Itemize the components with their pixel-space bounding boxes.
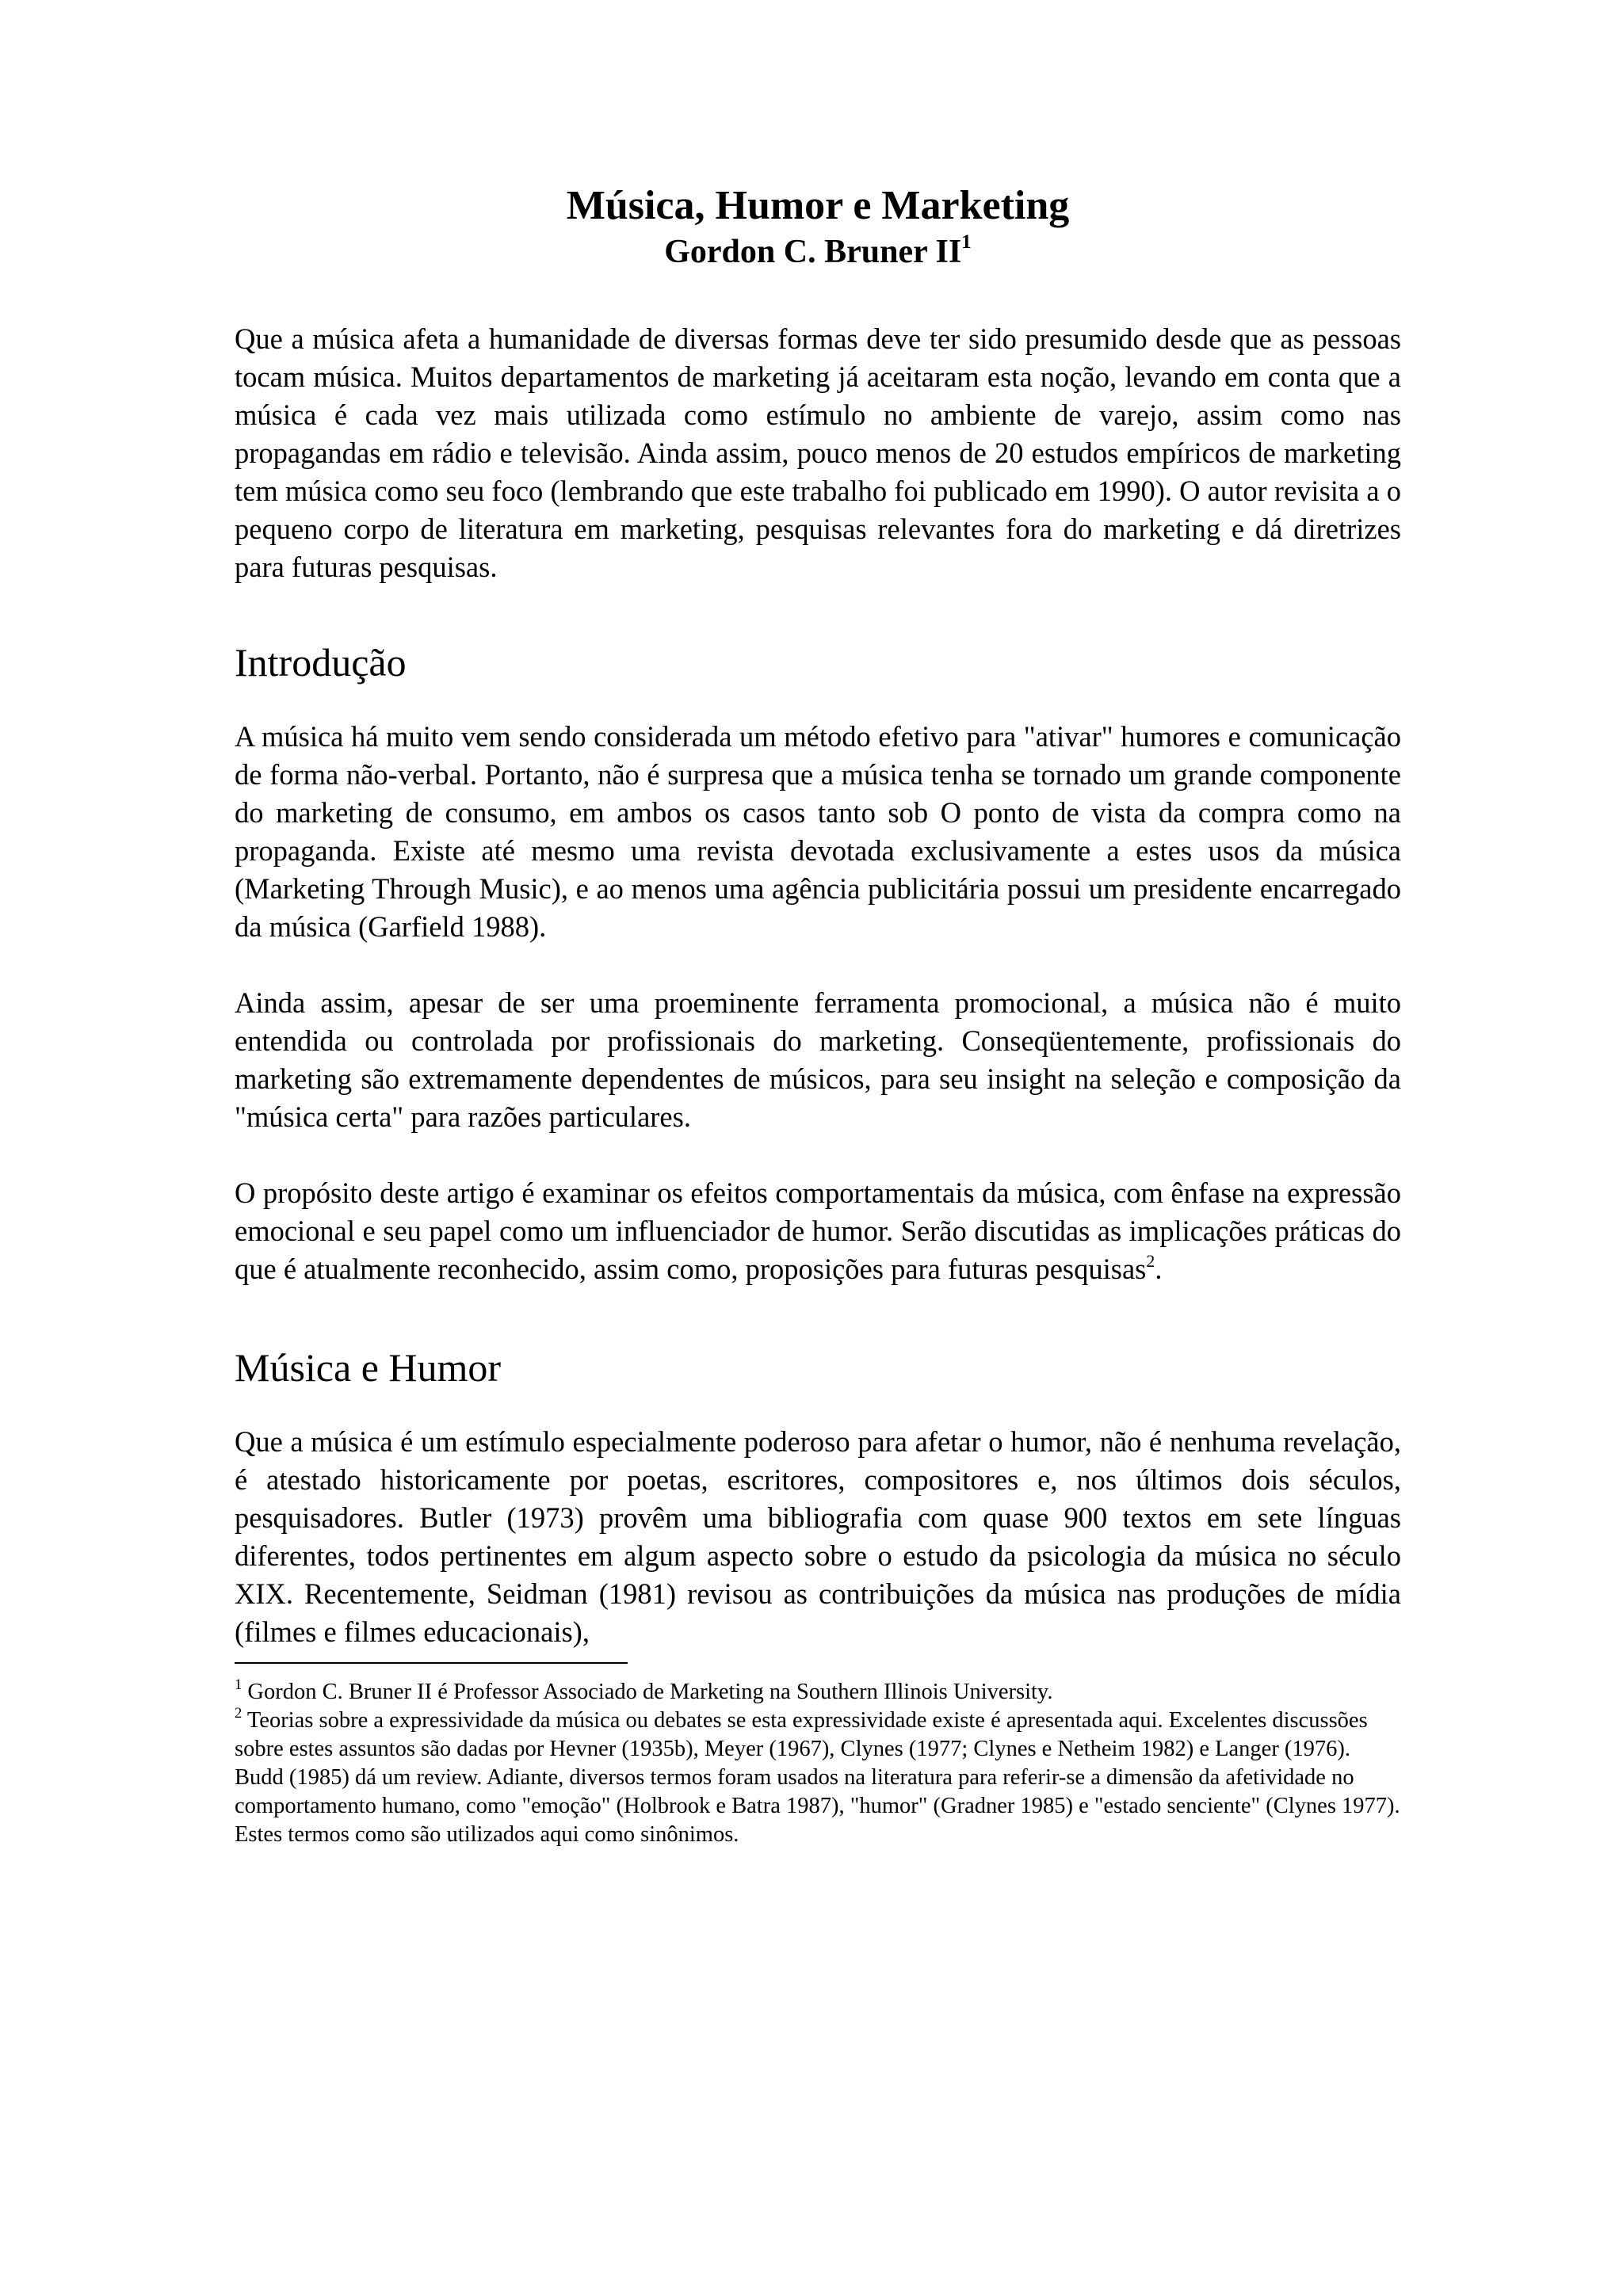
footnote-2-number: 2: [235, 1704, 242, 1722]
footnotes: [235, 1678, 1401, 1849]
footnote-ref-2[interactable]: 2: [1146, 1250, 1155, 1271]
footnote-2: [235, 1704, 1401, 1849]
footnote-1: [235, 1678, 1401, 1707]
intro-paragraph-3: [235, 1174, 1401, 1288]
intro-paragraph-2: Ainda assim, apesar de ser uma proeminente ferramenta promocional, a música não é muito entendida ou controlada por profissionais do marketing. Conseqüentemente, profissionais do marketing são extremamente dependentes de músicos, para seu insight na seleção e composição da "música certa" para razões particulares.: [235, 986, 1401, 1133]
intro-paragraph-3-text: O propósito deste artigo é examinar os efeitos comportamentais da música, com ênfase na expressão emocional e seu papel como um influenciador de humor. Serão discutidas as implicações práticas do que é atualmente reconhecido, assim como, proposições para futuras pesquisas: [235, 1177, 1401, 1285]
footnote-separator: [235, 1662, 628, 1664]
document-title: Música, Humor e Marketing: [566, 183, 1070, 228]
author-line: [235, 230, 1401, 274]
footnote-ref-1[interactable]: 1: [961, 231, 972, 254]
section-heading-introducao: Introdução: [235, 640, 407, 685]
document-page: [235, 182, 1401, 1849]
section-heading-musica-e-humor: Música e Humor: [235, 1345, 502, 1390]
abstract-paragraph: Que a música afeta a humanidade de diversas formas deve ter sido presumido desde que as pessoas tocam música. Muitos departamentos de marketing já aceitaram esta noção, levando em conta que a música é cada vez mais utilizada como estímulo no ambiente de varejo, assim como nas propagandas em rádio e televisão. Ainda assim, pouco menos de 20 estudos empíricos de marketing tem música como seu foco (lembrando que este trabalho foi publicado em 1990). O autor revisita a o pequeno corpo de literatura em marketing, pesquisas relevantes fora do marketing e dá diretrizes para futuras pesquisas.: [235, 322, 1401, 583]
footnote-1-number: 1: [235, 1676, 242, 1693]
footnote-2-text: Teorias sobre a expressividade da música ou debates se esta expressividade existe é apresentada aqui. Excelentes discussões sobre estes assuntos são dadas por Hevner (1935b), Meyer (1967), Clynes (1977; Clynes e Netheim 1982) e Langer (1976). Budd (1985) dá um review. Adiante, diversos termos foram usados na literatura para referir-se a dimensão da afetividade no comportamento humano, como "emoção" (Holbrook e Batra 1987), "humor" (Gradner 1985) e "estado senciente" (Clynes 1977). Estes termos como são utilizados aqui como sinônimos.: [235, 1708, 1400, 1847]
music-mood-paragraph-1: Que a música é um estímulo especialmente poderoso para afetar o humor, não é nenhuma revelação, é atestado historicamente por poetas, escritores, compositores e, nos últimos dois séculos, pesquisadores. Butler (1973) provêm uma bibliografia com quase 900 textos em sete línguas diferentes, todos pertinentes em algum aspecto sobre o estudo da psicologia da música no século XIX. Recentemente, Seidman (1981) revisou as contribuições da música nas produções de mídia (filmes e filmes educacionais),: [235, 1425, 1401, 1648]
intro-paragraph-1: A música há muito vem sendo considerada um método efetivo para "ativar" humores e comunicação de forma não-verbal. Portanto, não é surpresa que a música tenha se tornado um grande componente do marketing de consumo, em ambos os casos tanto sob O ponto de vista da compra como na propaganda. Existe até mesmo uma revista devotada exclusivamente a estes usos da música (Marketing Through Music), e ao menos uma agência publicitária possui um presidente encarregado da música (Garfield 1988).: [235, 720, 1401, 943]
footnote-1-text: Gordon C. Bruner II é Professor Associado de Marketing na Southern Illinois University.: [247, 1680, 1053, 1704]
author-name: Gordon C. Bruner II: [664, 234, 962, 270]
intro-paragraph-3-end: .: [1155, 1253, 1163, 1285]
